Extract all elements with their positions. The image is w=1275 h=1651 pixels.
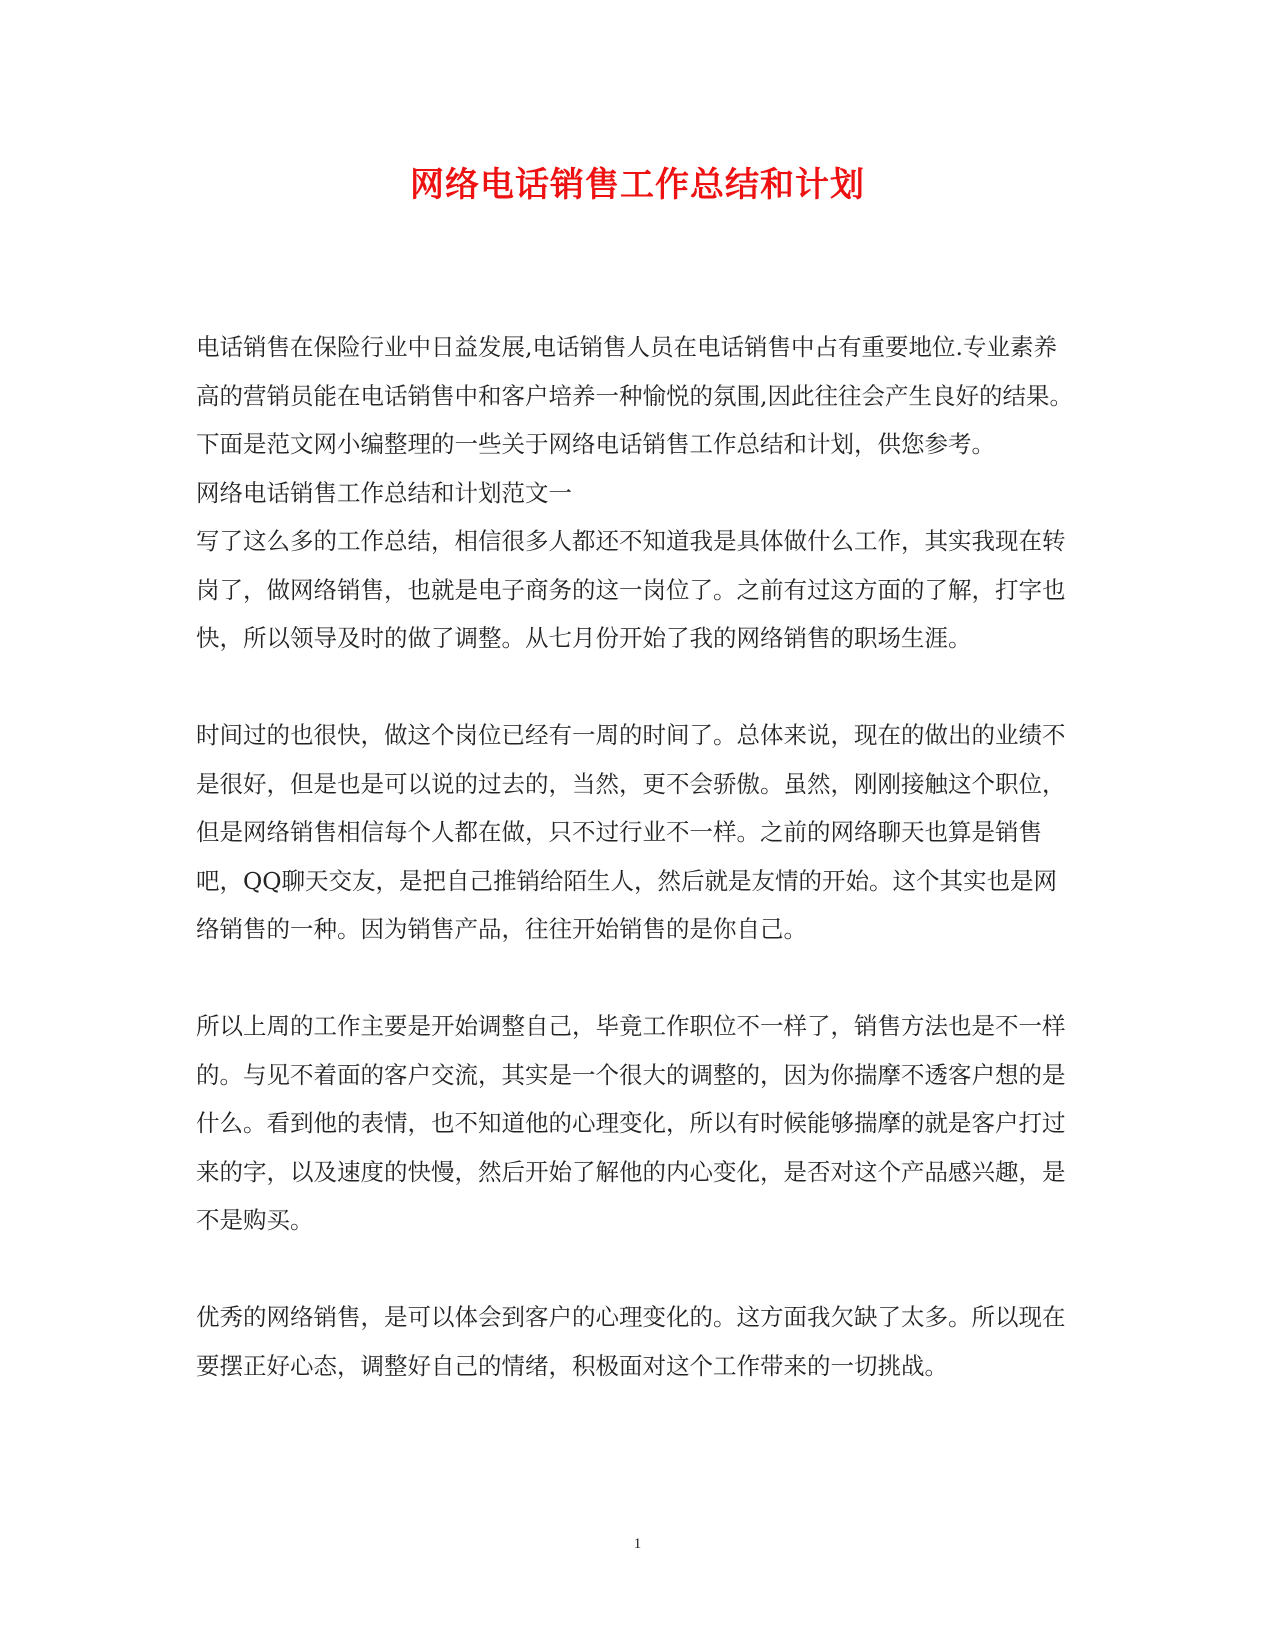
paragraph-gap — [196, 663, 1076, 712]
document-body — [196, 323, 1076, 1390]
document-title: 网络电话销售工作总结和计划 — [410, 165, 865, 205]
section-heading: 网络电话销售工作总结和计划范文一 — [196, 478, 572, 507]
body-paragraph-2: 时间过的也很快，做这个岗位已经有一周的时间了。总体来说，现在的做出的业绩不是很好，但是也是可以说的过去的，当然，更不会骄傲。虽然，刚刚接触这个职位，但是网络销售相信每个人都在做，只不过行业不一样。之前的网络聊天也算是销售吧，QQ聊天交友，是把自己推销给陌生人，然后就是友情的开始。这个其实也是网络销售的一种。因为销售产品，往往开始销售的是你自己。 — [196, 721, 1066, 943]
page-number: 1 — [633, 1536, 642, 1552]
body-paragraph-3: 所以上周的工作主要是开始调整自己，毕竟工作职位不一样了，销售方法也是不一样的。与见不着面的客户交流，其实是一个很大的调整的，因为你揣摩不透客户想的是什么。看到他的表情，也不知道他的心理变化，所以有时候能够揣摩的就是客户打过来的字，以及速度的快慢，然后开始了解他的内心变化，是否对这个产品感兴趣，是不是购买。 — [196, 1012, 1066, 1234]
intro-paragraph: 电话销售在保险行业中日益发展,电话销售人员在电话销售中占有重要地位.专业素养高的营销员能在电话销售中和客户培养一种愉悦的氛围,因此往往会产生良好的结果。下面是范文网小编整理的一些关于网络电话销售工作总结和计划，供您参考。 — [196, 333, 1073, 458]
body-paragraph-1: 写了这么多的工作总结，相信很多人都还不知道我是具体做什么工作，其实我现在转岗了，做网络销售，也就是电子商务的这一岗位了。之前有过这方面的了解，打字也快，所以领导及时的做了调整。从七月份开始了我的网络销售的职场生涯。 — [196, 527, 1066, 652]
paragraph-gap — [196, 954, 1076, 1003]
body-paragraph-4: 优秀的网络销售，是可以体会到客户的心理变化的。这方面我欠缺了太多。所以现在要摆正好心态，调整好自己的情绪，积极面对这个工作带来的一切挑战。 — [196, 1303, 1066, 1380]
paragraph-gap — [196, 1245, 1076, 1294]
